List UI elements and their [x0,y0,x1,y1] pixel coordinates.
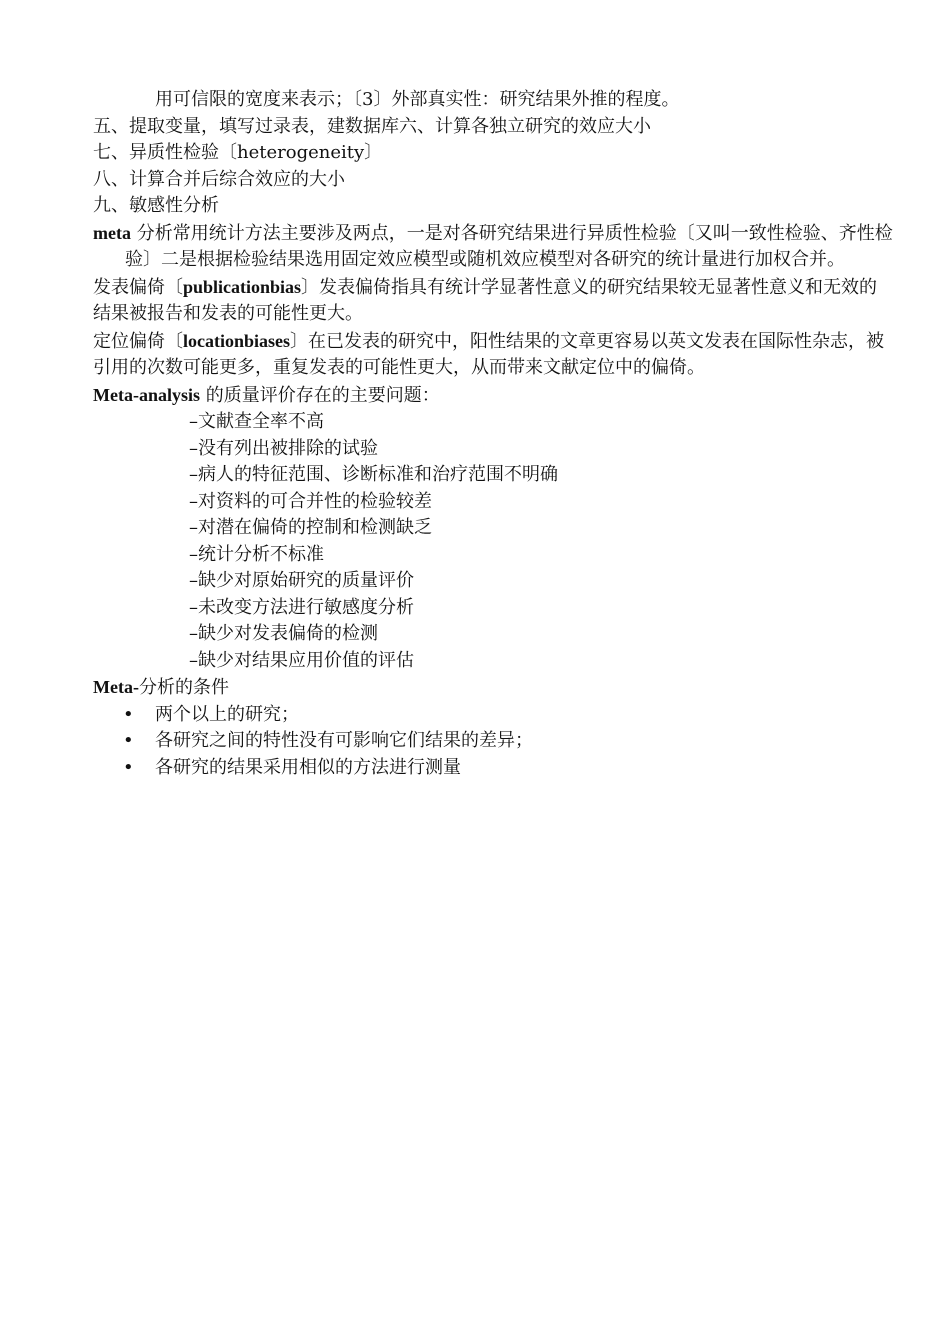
quality-heading [93,382,893,410]
location-bias-text: 〕在已发表的研究中，阳性结果的文章更容易以英文发表在国际性杂志，被引用的次数可能更多，重复发表的可能性更大，从而带来文献定位中的偏倚。 [93,330,885,378]
term-meta-prefix: Meta- [93,677,139,697]
term-meta-analysis: Meta-analysis [93,384,200,405]
bullet-icon: • [123,703,134,725]
list-item: –未改变方法进行敏感度分析 [189,596,414,618]
list-item: –对潜在偏倚的控制和检测缺乏 [189,517,432,538]
conditions-list [93,702,893,782]
list-item-text: 各研究之间的特性没有可影响它们结果的差异； [155,730,533,751]
list-item [123,702,893,729]
list-item: –对资料的可合并性的检验较差 [189,490,432,512]
list-item: –统计分析不标准 [189,543,324,565]
list-item: –病人的特征范围、诊断标准和治疗范围不明确 [189,464,558,485]
conditions-heading [93,674,893,702]
list-item: –缺少对原始研究的质量评价 [189,570,414,591]
list-item-text: 各研究的结果采用相似的方法进行测量 [155,756,461,778]
publication-bias-paragraph [93,274,893,328]
meta-methods-text: 分析常用统计方法主要涉及两点，一是对各研究结果进行异质性检验〔又叫一致性检验、齐性检验〕二是根据检验结果选用固定效应模型或随机效应模型对各研究的统计量进行加权合并。 [125,222,893,270]
list-item [123,728,893,755]
section-heading-5-6: 五、提取变量，填写过录表，建数据库六、计算各独立研究的效应大小 [93,115,651,137]
publication-bias-text: 〕发表偏倚指具有统计学显著性意义的研究结果较无显著性意义和无效的结果被报告和发表的可能性更大。 [93,276,878,324]
quality-problems-list [93,409,893,674]
term-location-biases: locationbiases [183,330,291,351]
text-line: 用可信限的宽度来表示；〔3〕外部真实性：研究结果外推的程度。 [155,89,680,110]
meta-methods-paragraph [93,220,893,274]
section-heading-9: 九、敏感性分析 [93,195,219,216]
quality-heading-text: 的质量评价存在的主要问题： [200,384,440,406]
section-heading-7: 七、异质性检验〔heterogeneity〕 [93,142,383,163]
list-item: –文献查全率不高 [189,411,324,432]
location-bias-paragraph [93,328,893,382]
list-item: –缺少对发表偏倚的检测 [189,623,378,644]
list-item-text: 两个以上的研究； [155,703,299,725]
document-body [93,87,893,781]
section-heading-8: 八、计算合并后综合效应的大小 [93,168,345,190]
conditions-heading-text: 分析的条件 [138,677,229,698]
bullet-icon: • [123,756,134,778]
location-bias-prefix: 定位偏倚〔 [93,330,183,352]
bullet-icon: • [123,730,134,751]
list-item: –缺少对结果应用价值的评估 [189,649,414,671]
term-meta: meta [93,222,131,243]
list-item: –没有列出被排除的试验 [189,437,378,459]
term-publication-bias: publicationbias [183,276,302,297]
list-item [123,755,893,782]
publication-bias-prefix: 发表偏倚〔 [93,276,183,298]
